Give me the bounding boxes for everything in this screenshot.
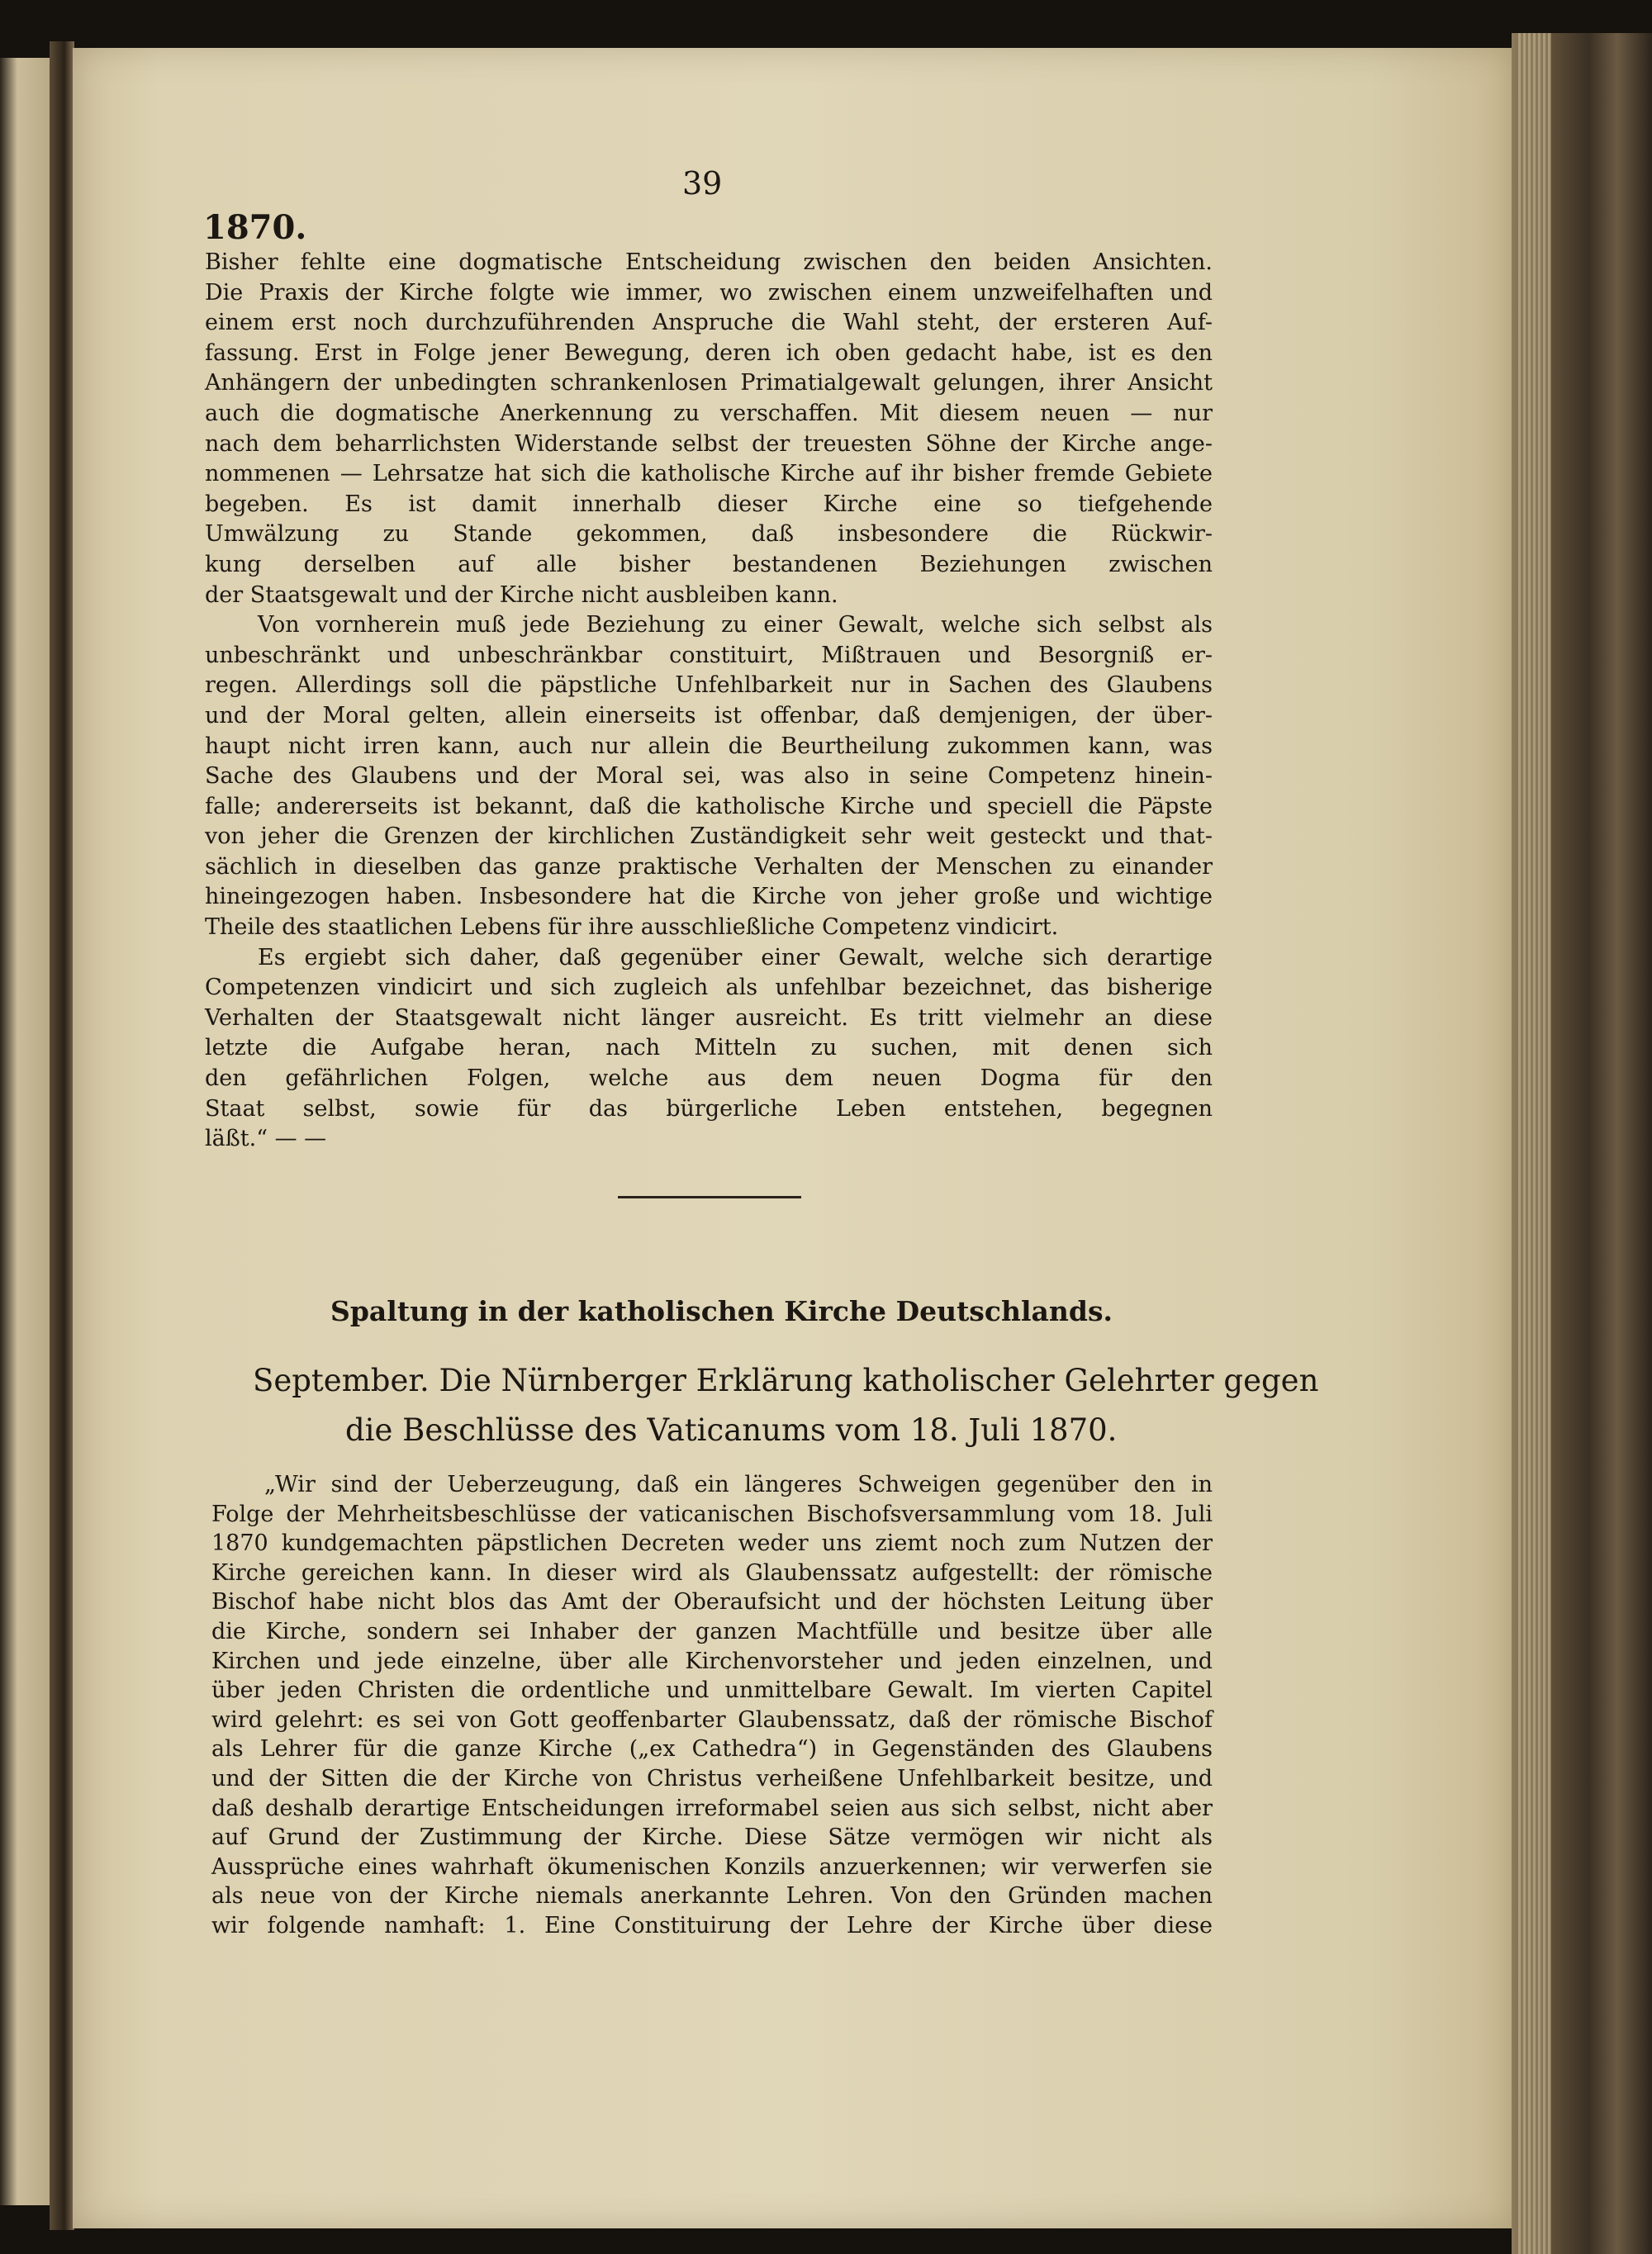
text-line: die Kirche, sondern sei Inhaber der ganzen Machtfülle und besitze über alle <box>211 1618 1213 1644</box>
text-line: haupt nicht irren kann, auch nur allein die Beurtheilung zukommen kann, was <box>205 733 1213 759</box>
text-line: Kirche gereichen kann. In dieser wird als Glaubenssatz aufgestellt: der römische <box>211 1559 1213 1586</box>
text-line: über jeden Christen die ordentliche und unmittelbare Gewalt. Im vierten Capitel <box>211 1677 1213 1704</box>
text-line: auf Grund der Zustimmung der Kirche. Diese Sätze vermögen wir nicht als <box>211 1825 1213 1851</box>
section-heading: Spaltung in der katholischen Kirche Deutschlands. <box>330 1295 1113 1327</box>
text-line: läßt.“ — — <box>205 1126 327 1152</box>
text-line: und der Moral gelten, allein einerseits ist offenbar, daß demjenigen, der über- <box>205 702 1213 728</box>
text-line: den gefährlichen Folgen, welche aus dem neuen Dogma für den <box>205 1065 1213 1092</box>
text-line: nach dem beharrlichsten Widerstande selbst der treuesten Söhne der Kirche ange- <box>205 430 1213 457</box>
text-line: regen. Allerdings soll die päpstliche Unfehlbarkeit nur in Sachen des Glaubens <box>205 672 1213 699</box>
text-line: begeben. Es ist damit innerhalb dieser Kirche eine so tiefgehende <box>205 491 1213 517</box>
text-line: wir folgende namhaft: 1. Eine Constituirung der Lehre der Kirche über diese <box>211 1912 1213 1938</box>
text-line: als Lehrer für die ganze Kirche („ex Cathedra“) in Gegenständen des Glaubens <box>211 1736 1213 1763</box>
running-year: 1870. <box>203 208 307 247</box>
text-line: Aussprüche eines wahrhaft ökumenischen Konzils anzuerkennen; wir verwerfen sie <box>211 1853 1213 1880</box>
document-title-line-1: September. Die Nürnberger Erklärung katholischer Gelehrter gegen <box>253 1363 1319 1398</box>
text-line: „Wir sind der Ueberzeugung, daß ein längeres Schweigen gegenüber den in <box>264 1472 1213 1497</box>
page-number: 39 <box>682 165 723 202</box>
text-line: der Staatsgewalt und der Kirche nicht ausbleiben kann. <box>205 581 838 608</box>
text-line: Anhängern der unbedingten schrankenlosen Primatialgewalt gelungen, ihrer Ansicht <box>205 370 1213 396</box>
text-line: Folge der Mehrheitsbeschlüsse der vaticanischen Bischofsversammlung vom 18. Juli <box>211 1501 1213 1527</box>
text-line: einem erst noch durchzuführenden Anspruche die Wahl steht, der ersteren Auf- <box>205 310 1213 336</box>
text-line: letzte die Aufgabe heran, nach Mitteln zu suchen, mit denen sich <box>205 1035 1213 1061</box>
text-line: Umwälzung zu Stande gekommen, daß insbesondere die Rückwir- <box>205 521 1213 548</box>
text-line: nommenen — Lehrsatze hat sich die katholische Kirche auf ihr bisher fremde Gebiete <box>205 461 1213 487</box>
text-line: daß deshalb derartige Entscheidungen irreformabel seien aus sich selbst, nicht aber <box>211 1795 1213 1821</box>
text-line: wird gelehrt: es sei von Gott geoffenbarter Glaubenssatz, daß der römische Bischof <box>211 1706 1213 1733</box>
text-line: Von vornherein muß jede Beziehung zu einer Gewalt, welche sich selbst als <box>258 612 1213 638</box>
text-line: sächlich in dieselben das ganze praktische Verhalten der Menschen zu einander <box>205 853 1213 880</box>
text-line: und der Sitten die der Kirche von Christus verheißene Unfehlbarkeit besitze, und <box>211 1765 1213 1791</box>
document-title-line-2: die Beschlüsse des Vaticanums vom 18. Juli 1870. <box>345 1412 1118 1448</box>
text-line: Kirchen und jede einzelne, über alle Kirchenvorsteher und jeden einzelnen, und <box>211 1648 1213 1674</box>
text-line: Competenzen vindicirt und sich zugleich als unfehlbar bezeichnet, das bisherige <box>205 975 1213 1001</box>
text-line: Bischof habe nicht blos das Amt der Oberaufsicht und der höchsten Leitung über <box>211 1589 1213 1616</box>
text-line: auch die dogmatische Anerkennung zu verschaffen. Mit diesem neuen — nur <box>205 400 1213 426</box>
text-line: Die Praxis der Kirche folgte wie immer, wo zwischen einem unzweifelhaften und <box>205 279 1213 306</box>
text-line: falle; andererseits ist bekannt, daß die katholische Kirche und speciell die Päpste <box>205 793 1213 819</box>
text-line: unbeschränkt und unbeschränkbar constituirt, Mißtrauen und Besorgniß er- <box>205 642 1213 668</box>
text-line: kung derselben auf alle bisher bestandenen Beziehungen zwischen <box>205 551 1213 577</box>
text-line: Sache des Glaubens und der Moral sei, was also in seine Competenz hinein- <box>205 763 1213 790</box>
left-page-edge <box>0 58 50 2205</box>
text-line: Theile des staatlichen Lebens für ihre ausschließliche Competenz vindicirt. <box>205 914 1059 941</box>
text-line: Es ergiebt sich daher, daß gegenüber einer Gewalt, welche sich derartige <box>258 944 1213 970</box>
text-line: hineingezogen haben. Insbesondere hat die Kirche von jeher große und wichtige <box>205 884 1213 910</box>
text-line: 1870 kundgemachten päpstlichen Decreten weder uns ziemt noch zum Nutzen der <box>211 1530 1213 1557</box>
text-line: Staat selbst, sowie für das bürgerliche Leben entstehen, begegnen <box>205 1095 1213 1122</box>
text-line: Bisher fehlte eine dogmatische Entscheidung zwischen den beiden Ansichten. <box>205 249 1213 275</box>
body-text-section-1 <box>205 248 1213 1155</box>
text-line: fassung. Erst in Folge jener Bewegung, deren ich oben gedacht habe, ist es den <box>205 339 1213 366</box>
page-stack-lines <box>1518 33 1551 2254</box>
text-line: von jeher die Grenzen der kirchlichen Zuständigkeit sehr weit gesteckt und that- <box>205 823 1213 850</box>
text-line: Verhalten der Staatsgewalt nicht länger ausreicht. Es tritt vielmehr an diese <box>205 1004 1213 1031</box>
text-line: als neue von der Kirche niemals anerkannte Lehren. Von den Gründen machen <box>211 1883 1213 1910</box>
body-text-section-2 <box>211 1470 1213 1941</box>
book-gutter <box>50 41 74 2230</box>
section-divider <box>618 1196 801 1198</box>
